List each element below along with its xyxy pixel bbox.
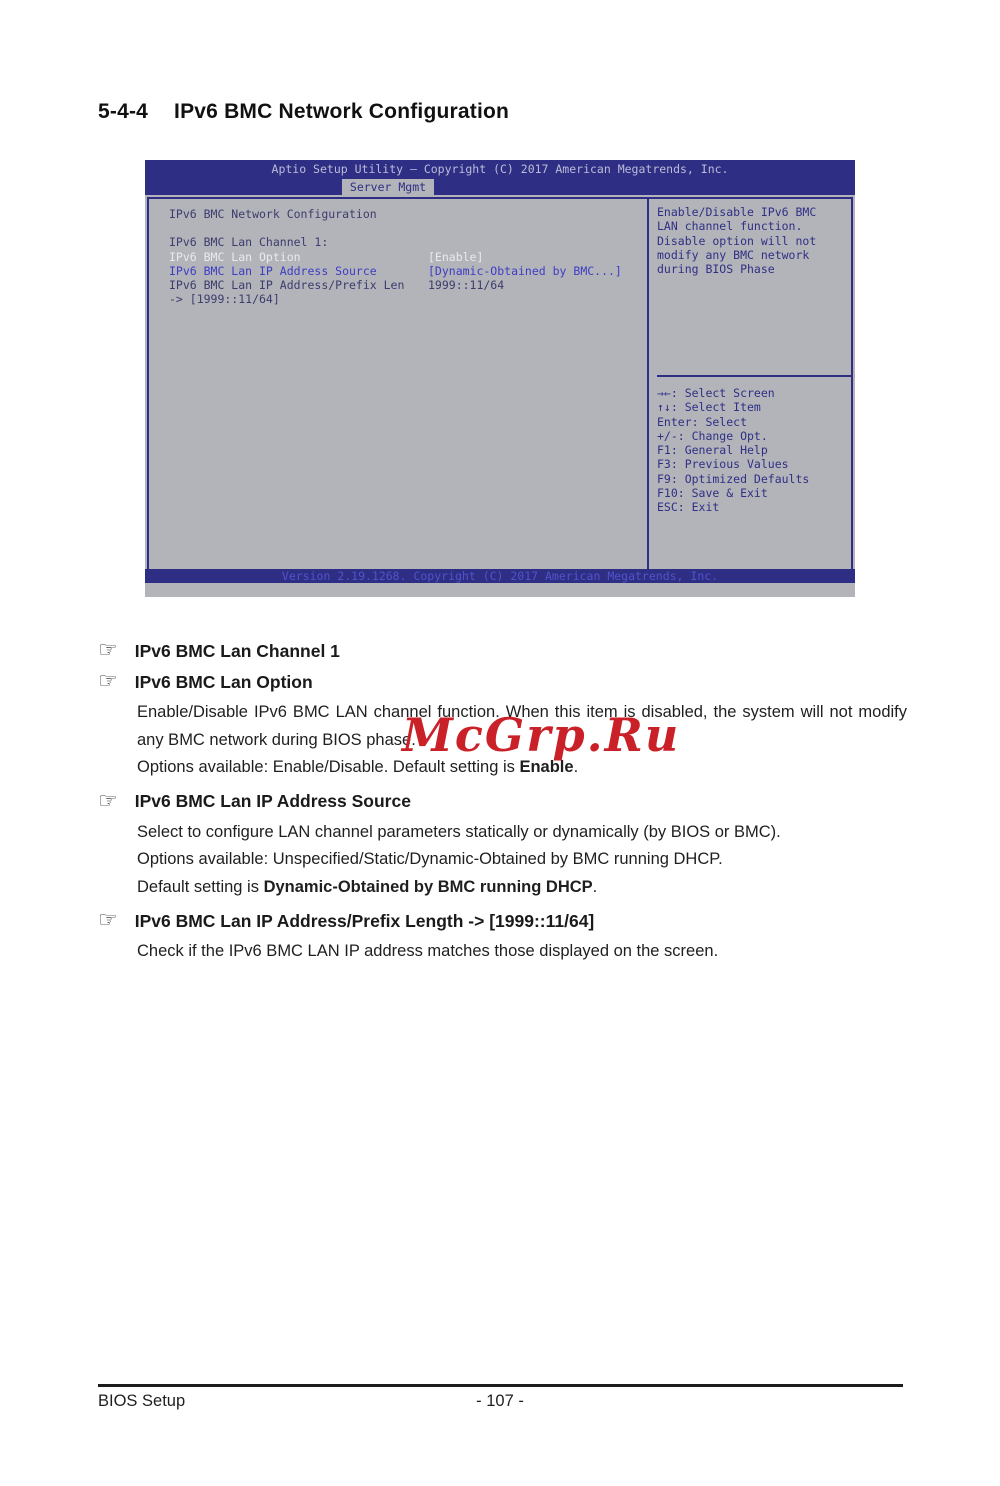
key-legend-line: ESC: Exit [657,500,720,515]
watermark: McGrp.Ru [402,708,681,762]
bios-help-text [657,205,851,375]
paragraph: Select to configure LAN channel parameters statically or dynamically (by BIOS or BMC). [137,822,781,841]
help-line: Disable option will not [657,233,817,248]
bios-row-label: IPv6 BMC Lan Channel 1: [169,235,329,250]
heading-text: IPv6 BMC Lan Option [134,671,313,692]
paragraph: Enable/Disable IPv6 BMC LAN channel function. When this item is disabled, the system will not modify any BMC network during BIOS phase. [137,703,907,749]
bios-row-label: IPv6 BMC Lan IP Address Source [169,263,377,278]
paragraph-bold-text: Enable [519,758,574,776]
body-sections [98,631,910,966]
heading-text: IPv6 BMC Lan IP Address/Prefix Length -> [1999::11/64] [134,910,595,931]
bios-row-lan-channel [169,235,647,249]
bios-help-pane [647,199,851,573]
key-legend-line: F1: General Help [657,443,768,458]
section-heading-lan-option [98,668,910,693]
finger-pointer-icon: ☞ [98,668,118,693]
footer-label: BIOS Setup [98,1392,186,1410]
footer-page-number: - 107 - [476,1392,524,1410]
section-number: 5-4-4 [98,100,149,123]
paragraph-bold-text: Dynamic-Obtained by BMC running DHCP [263,877,593,896]
key-legend-line: ↑↓: Select Item [657,400,761,415]
footer-divider [98,1384,903,1387]
bios-row-value: [Enable] [428,249,484,264]
key-legend-line: F3: Previous Values [657,457,789,472]
paragraph [137,754,907,782]
help-line: Enable/Disable IPv6 BMC [657,205,817,219]
paragraph-text: Default setting is [137,877,264,896]
bios-row-label: -> [1999::11/64] [169,292,280,307]
paragraph-text: . [573,758,579,776]
help-line: LAN channel function. [657,219,803,234]
finger-pointer-icon: ☞ [98,637,118,662]
bios-row-value: [Dynamic-Obtained by BMC...] [428,263,622,278]
heading-text: IPv6 BMC Lan IP Address Source [134,791,411,811]
section-heading-ip-prefix-length [98,907,910,932]
paragraph: Check if the IPv6 BMC LAN IP address matches those displayed on the screen. [137,942,719,960]
key-legend-line: Enter: Select [657,414,748,429]
key-legend-line: +/-: Change Opt. [657,428,768,443]
bios-row-value: 1999::11/64 [428,278,505,293]
bios-tab-bar [145,179,855,195]
paragraph [137,874,907,902]
bios-panes [147,197,853,575]
section-heading-ip-address-source [98,787,910,813]
bios-row-ip-address-source[interactable] [169,264,647,278]
paragraph: Options available: Unspecified/Static/Dynamic-Obtained by BMC running DHCP. [137,850,723,868]
finger-pointer-icon: ☞ [98,787,118,813]
bios-row-label: IPv6 BMC Lan Option [169,249,301,264]
section-heading-lan-channel [98,637,910,662]
key-legend-line: F10: Save & Exit [657,486,768,501]
bios-title-bar: Aptio Setup Utility – Copyright (C) 2017 American Megatrends, Inc. [145,160,855,179]
bios-row-ip-value [169,292,647,306]
paragraph-text: . [592,877,598,896]
bios-screenshot [145,160,855,597]
key-legend-line: →←: Select Screen [657,386,775,400]
section-title: IPv6 BMC Network Configuration [174,100,510,123]
bios-main-pane [149,199,647,573]
bios-row-lan-option[interactable] [169,250,647,264]
bios-version-bar: Version 2.19.1268. Copyright (C) 2017 American Megatrends, Inc. [145,569,855,583]
help-line: modify any BMC network [657,247,810,262]
paragraph-text: Options available: Enable/Disable. Default setting is [137,758,520,776]
bios-key-legend [657,377,851,515]
finger-pointer-icon: ☞ [98,907,118,932]
key-legend-line: F9: Optimized Defaults [657,471,810,486]
bios-row-ip-prefix-len [169,278,647,292]
bios-client-area [145,195,855,583]
bios-page-heading: IPv6 BMC Network Configuration [169,207,377,221]
help-line: during BIOS Phase [657,262,775,277]
tab-server-mgmt[interactable]: Server Mgmt [342,179,434,195]
heading-text: IPv6 BMC Lan Channel 1 [134,640,340,661]
page-title [98,100,509,124]
bios-row-label: IPv6 BMC Lan IP Address/Prefix Len [169,278,405,293]
